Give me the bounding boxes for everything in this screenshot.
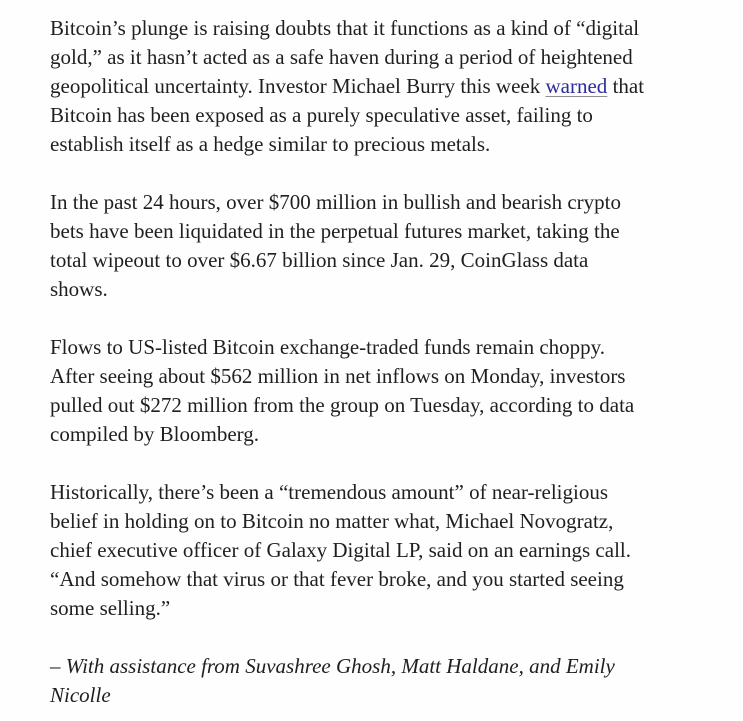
paragraph-2: In the past 24 hours, over $700 million in bullish and bearish crypto bets have been liquidated in the perpetual futures market, taking the total wipeout to over $6.67 billion since Jan. 29, CoinGlass data shows. (50, 190, 621, 301)
paragraph-4: Historically, there’s been a “tremendous amount” of near-religious belief in holding on to Bitcoin no matter what, Michael Novogratz, chief executive officer of Galaxy Digital LP, said on an earnings call. “And somehow that virus or that fever broke, and you started seeing some selling.” (50, 480, 631, 620)
paragraph-1 (50, 14, 647, 159)
paragraph-3: Flows to US-listed Bitcoin exchange-traded funds remain choppy. After seeing about $562 million in net inflows on Monday, investors pulled out $272 million from the group on Tuesday, according to data compiled by Bloomberg. (50, 335, 635, 446)
warned-link[interactable]: warned (545, 74, 608, 98)
credit-line: – With assistance from Suvashree Ghosh, Matt Haldane, and Emily Nicolle (50, 654, 615, 707)
paragraph-1-text-after: that Bitcoin has been exposed as a purely speculative asset, failing to establish itself as a hedge similar to precious metals. (50, 74, 645, 156)
paragraph-1-text-before: Bitcoin’s plunge is raising doubts that it functions as a kind of “digital gold,” as it hasn’t acted as a safe haven during a period of heightened geopolitical uncertainty. Investor Michael Burry this week (50, 16, 640, 98)
